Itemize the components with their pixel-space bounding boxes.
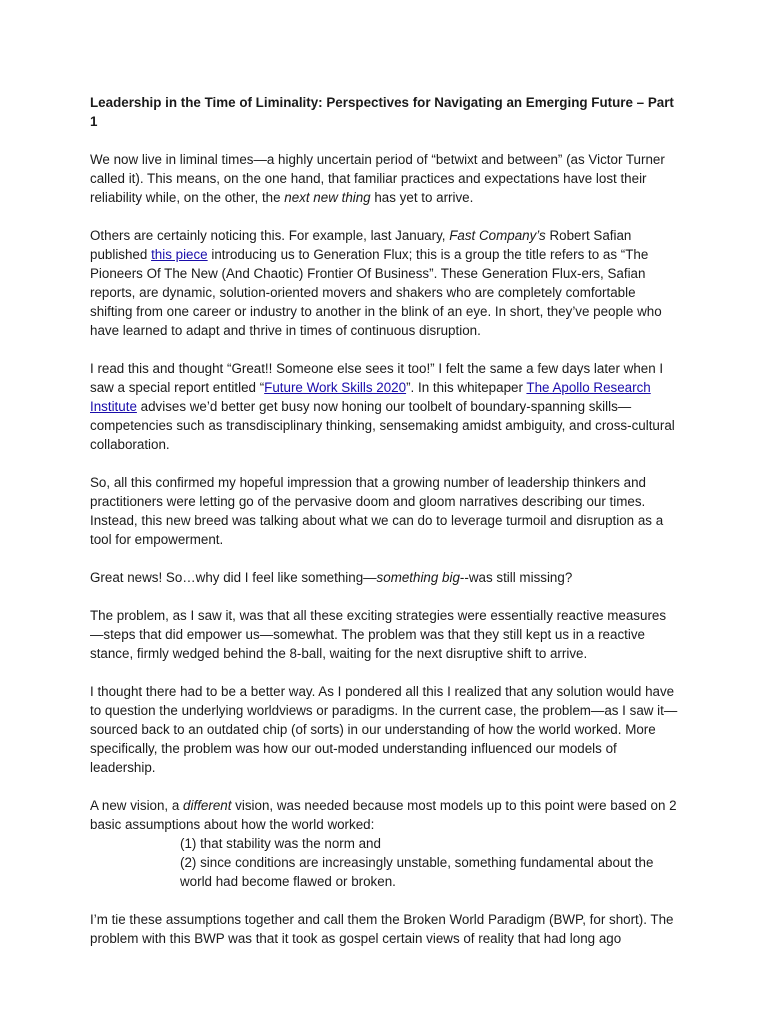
paragraph-6: The problem, as I saw it, was that all these exciting strategies were essentially reactive measures—steps that did empower us—somewhat. The problem was that they still kept us in a reactive stance, firmly wedged behind the 8-ball, waiting for the next disruptive shift to arrive.	[90, 608, 667, 661]
p8-emphasis: different	[183, 798, 232, 813]
p2-text-c: introducing us to Generation Flux; this is a group the title refers to as “The Pioneers Of The New (And Chaotic) Frontier Of Business”. These Generation Flux-ers, Safian reports, are dynamic, solution-oriented movers and shakers who are completely comfortable shifting from one career or industry to another in the blink of an eye. In short, they’ve people who have learned to adapt and thrive in times of continuous disruption.	[90, 247, 662, 338]
this-piece-link[interactable]: this piece	[151, 247, 208, 262]
list-item: (2) since conditions are increasingly unstable, something fundamental about the world had become flawed or broken.	[180, 855, 654, 889]
document-title: Leadership in the Time of Liminality: Perspectives for Navigating an Emerging Future – Part 1	[90, 95, 674, 129]
p5-text-b: --was still missing?	[459, 570, 573, 585]
p1-text-b: has yet to arrive.	[370, 190, 474, 205]
p1-emphasis: next new thing	[284, 190, 371, 205]
paragraph-1	[90, 150, 678, 207]
paragraph-9: I’m tie these assumptions together and call them the Broken World Paradigm (BWP, for short). The problem with this BWP was that it took as gospel certain views of reality that had long ago	[90, 912, 674, 946]
p5-text-a: Great news! So…why did I feel like something—	[90, 570, 377, 585]
paragraph-3	[90, 359, 678, 454]
paragraph-5	[90, 568, 678, 587]
apollo-research-link[interactable]: The Apollo Research Institute	[90, 380, 651, 414]
p3-text-b: ”. In this whitepaper	[406, 380, 527, 395]
paragraph-8	[90, 796, 678, 834]
p8-text-b: vision, was needed because most models up to this point were based on 2 basic assumptions about how the world worked:	[90, 798, 677, 832]
paragraph-4: So, all this confirmed my hopeful impression that a growing number of leadership thinkers and practitioners were letting go of the pervasive doom and gloom narratives describing our times. Instead, this new breed was talking about what we can do to leverage turmoil and disruption as a tool for empowerment.	[90, 475, 664, 547]
p1-text-a: We now live in liminal times—a highly uncertain period of “betwixt and between” (as Victor Turner called it). This means, on the one hand, that familiar practices and expectations have lost their reliability while, on the other, the	[90, 152, 665, 205]
p8-text-a: A new vision, a	[90, 798, 184, 813]
list-item: (1) that stability was the norm and	[180, 836, 381, 851]
p5-emphasis: something big	[376, 570, 460, 585]
p2-emphasis: Fast Company’s	[449, 228, 546, 243]
document-page	[90, 93, 678, 967]
p2-text-b: Robert Safian published	[90, 228, 632, 262]
assumptions-list	[90, 834, 678, 891]
paragraph-7: I thought there had to be a better way. As I pondered all this I realized that any solution would have to question the underlying worldviews or paradigms. In the current case, the problem—as I saw it—sourced back to an outdated chip (of sorts) in our understanding of how the world worked. More specifically, the problem was how our out-moded understanding influenced our models of leadership.	[90, 684, 678, 775]
p3-text-a: I read this and thought “Great!! Someone else sees it too!” I felt the same a few days later when I saw a special report entitled “	[90, 361, 664, 395]
p2-text-a: Others are certainly noticing this. For example, last January,	[90, 228, 450, 243]
paragraph-2	[90, 226, 678, 340]
p3-text-c: advises we’d better get busy now honing our toolbelt of boundary-spanning skills—competencies such as transdisciplinary thinking, sensemaking amidst ambiguity, and cross-cultural collaboration.	[90, 399, 675, 452]
future-work-skills-link[interactable]: Future Work Skills 2020	[264, 380, 407, 395]
